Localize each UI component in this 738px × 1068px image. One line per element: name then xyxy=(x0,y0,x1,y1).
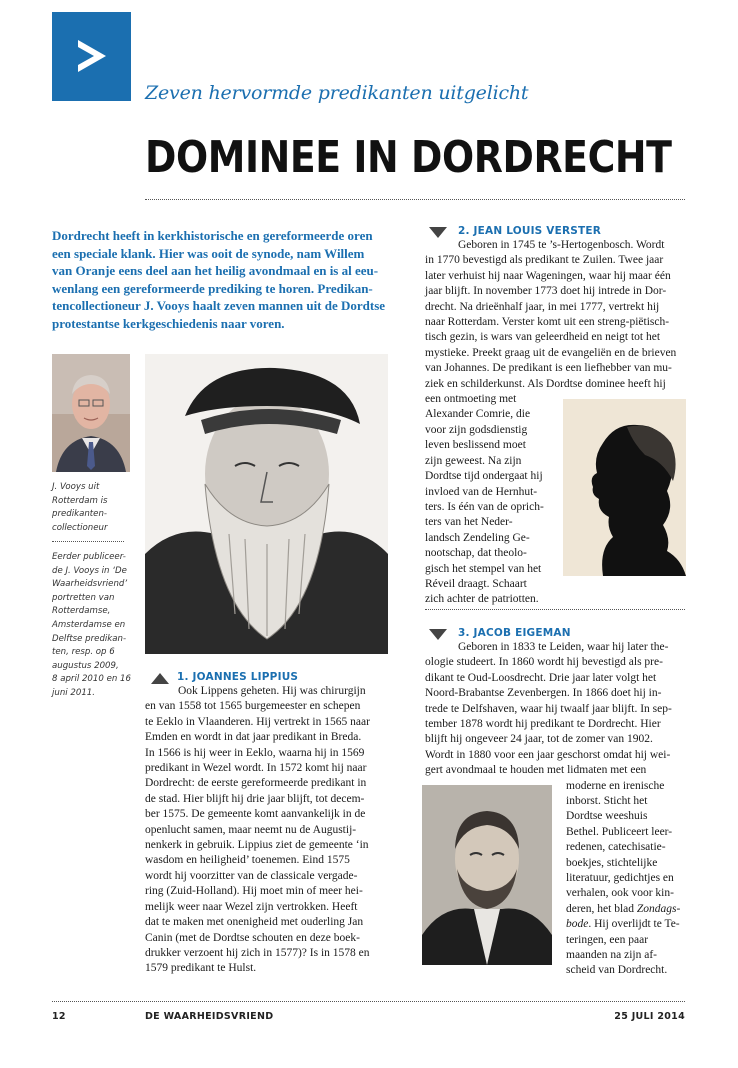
section-heading-lippius: 1. JOANNES LIPPIUS xyxy=(177,671,299,683)
body-line: maanden na zijn af- xyxy=(566,949,657,962)
caption-line: Rotterdam is xyxy=(52,495,108,506)
body-line: de stad. Hier blijft hij drie jaar blijft, tot decem- xyxy=(145,792,365,805)
body-line: drecht. Na drieënhalf jaar, in mei 1777, vertrekt hij xyxy=(425,300,660,313)
magazine-name: DE WAARHEIDSVRIEND xyxy=(145,1011,274,1022)
body-line: In 1566 is hij weer in Eeklo, waarna hij in 1569 xyxy=(145,746,365,759)
body-line: ters. Is één van de oprich- xyxy=(425,500,544,513)
body-line: wasdom en heiligheid’ toenemen. Eind 1575 xyxy=(145,854,350,867)
body-line: trede te Delfshaven, waar hij twaalf jaar blijft. In sep- xyxy=(425,702,672,715)
section-heading-eigeman: 3. JACOB EIGEMAN xyxy=(458,627,571,639)
body-line: ologie studeert. In 1860 wordt hij bevestigd als pre- xyxy=(425,656,663,669)
body-line: van Johannes. De predikant is een liefhebber van mu- xyxy=(425,362,672,375)
body-line: jaar blijft. In november 1773 doet hij intrede in Dor- xyxy=(425,285,667,298)
note-line: Eerder publiceer- xyxy=(52,552,126,562)
body-line: en van 1558 tot 1565 burgemeester en schepen xyxy=(145,700,361,713)
body-line: later verhuist hij naar Wageningen, waar hij maar één xyxy=(425,269,671,282)
section-body-lippius xyxy=(145,684,370,977)
lead-line: van Oranje eens deel aan het heilig avondmaal en is al eeu- xyxy=(52,263,379,279)
lippius-portrait xyxy=(145,354,388,654)
page-number: 12 xyxy=(52,1011,66,1022)
body-line: Canin (met de Dordtse schouten en deze boek- xyxy=(145,931,360,944)
body-line: ring (Zuid-Holland). Hij moet min of meer hei- xyxy=(145,885,363,898)
note-line: Rotterdamse, xyxy=(52,606,111,617)
body-line: Wordt in 1880 voor een jaar geschorst omdat hij wei- xyxy=(425,748,671,761)
body-text-span: deren, het blad xyxy=(566,902,637,915)
body-line: nootschap, dat theolo- xyxy=(425,547,527,560)
body-line: leven beslissend moet xyxy=(425,439,526,452)
body-line: melijk weer naar Wezel zijn vertrokken. Heeft xyxy=(145,900,358,913)
body-line: Geboren in 1833 te Leiden, waar hij later the- xyxy=(458,641,669,653)
section-divider xyxy=(425,609,685,610)
body-line: tember 1878 wordt hij predikant te Dordrecht. Hier xyxy=(425,718,661,731)
lead-line: Dordrecht heeft in kerkhistorische en gereformeerde oren xyxy=(52,228,373,243)
body-line xyxy=(566,902,680,917)
body-line: inborst. Sticht het xyxy=(566,795,648,807)
body-line: Bethel. Publiceert leer- xyxy=(566,825,673,838)
note-line: portretten van xyxy=(52,592,115,603)
lead-line: protestantse kerkgeschiedenis naar voren. xyxy=(52,315,285,331)
section-body-eigeman-narrow xyxy=(566,779,680,979)
body-line: redenen, catechisatie- xyxy=(566,841,666,854)
section-heading-verster: 2. JEAN LOUIS VERSTER xyxy=(458,225,602,237)
note-line: Delftse predikan- xyxy=(52,633,127,644)
body-line: Dordtse weeshuis xyxy=(566,810,648,823)
note-line: Amsterdamse en xyxy=(52,619,126,630)
body-line: ber 1575. De gemeente komt aanvankelijk in de xyxy=(145,808,366,821)
lead-paragraph xyxy=(52,227,397,333)
body-line: openlucht samen, maar neemt nu de Augustij- xyxy=(145,823,357,836)
triangle-down-icon xyxy=(429,629,447,640)
page-title: DOMINEE IN DORDRECHT xyxy=(145,132,672,183)
title-divider xyxy=(145,199,685,200)
body-line: Emden en wordt in dat jaar predikant in Breda. xyxy=(145,731,362,744)
body-line: invloed van de Hernhut- xyxy=(425,485,538,498)
caption-line: J. Vooys uit xyxy=(52,482,100,492)
body-line: naar Rotterdam. Verster komt uit een streng-piëtisch- xyxy=(425,316,670,329)
body-line: blijft hij ongeveer 24 jaar, tot de zomer van 1902. xyxy=(425,733,653,746)
body-line: zijn geweest. Na zijn xyxy=(425,454,522,467)
body-text-span: . Hij overlijdt te Te- xyxy=(588,918,680,931)
body-line: Alexander Comrie, die xyxy=(425,408,531,421)
body-line: wordt hij voorzitter van de classicale vergade- xyxy=(145,869,358,882)
note-line: augustus 2009, xyxy=(52,660,119,671)
kicker: Zeven hervormde predikanten uitgelicht xyxy=(145,82,529,104)
body-line: zich achter de patriotten. xyxy=(425,593,539,606)
lead-line: wenlang een gereformeerde prediking te horen. Predikan- xyxy=(52,280,373,296)
body-line: Dordrecht: de eerste gereformeerde predikant in xyxy=(145,777,367,790)
body-line: mystieke. Preekt graag uit de evangeliën en de brieven xyxy=(425,346,677,359)
caption-line: predikanten- xyxy=(52,509,108,520)
note-line: 8 april 2010 en 16 xyxy=(52,674,131,685)
body-line: gisch het stempel van het xyxy=(425,562,542,575)
chevron-right-icon xyxy=(72,36,112,76)
body-line: ziek en schilderkunst. Als Dordtse dominee heeft hij xyxy=(425,377,666,390)
triangle-up-icon xyxy=(151,673,169,684)
author-photo xyxy=(52,354,130,472)
footer-divider xyxy=(52,1001,685,1002)
body-line: Noord-Brabantse Zevenbergen. In 1866 doet hij in- xyxy=(425,687,662,700)
photo-caption xyxy=(52,481,132,535)
body-line: Ook Lippens geheten. Hij was chirurgijn xyxy=(178,685,366,697)
body-line: een ontmoeting met xyxy=(425,393,517,406)
eigeman-portrait xyxy=(422,785,552,965)
body-line xyxy=(566,917,680,932)
body-line: moderne en irenische xyxy=(566,779,665,792)
note-line: Waarheidsvriend’ xyxy=(52,579,128,590)
note-line: juni 2011. xyxy=(52,687,96,698)
body-line: voor zijn godsdienstig xyxy=(425,423,528,436)
body-line: dikant te Oud-Loosdrecht. Drie jaar later volgt het xyxy=(425,671,657,684)
magazine-title-italic: bode xyxy=(566,918,589,931)
note-line: ten, resp. op 6 xyxy=(52,647,115,658)
body-line: predikant in Wezel wordt. In 1572 komt hij naar xyxy=(145,762,367,775)
body-line: verhalen, ook voor kin- xyxy=(566,887,674,900)
body-line: nenkerk in gebruik. Lippius ziet de gemeente ‘in xyxy=(145,839,369,852)
body-line: Geboren in 1745 te ’s-Hertogenbosch. Wordt xyxy=(458,239,665,251)
body-line: boekjes, stichtelijke xyxy=(566,856,658,869)
body-line: drukker verzoent hij zich in 1577)? Is in 1578 en xyxy=(145,946,370,959)
verster-silhouette xyxy=(563,399,686,576)
caption-line: collectioneur xyxy=(52,522,108,533)
body-line: ters van het Neder- xyxy=(425,516,513,529)
body-line: scheid van Dordrecht. xyxy=(566,964,668,977)
section-marker xyxy=(52,12,131,101)
issue-date: 25 JULI 2014 xyxy=(614,1011,685,1022)
body-line: Dordtse tijd ondergaat hij xyxy=(425,470,543,483)
body-line: in 1770 bevestigd als predikant te Zuilen. Twee jaar xyxy=(425,254,664,267)
body-line: te Eeklo in Vlaanderen. Hij vertrekt in 1565 naar xyxy=(145,715,370,728)
body-line: landsch Zendeling Ge- xyxy=(425,531,530,544)
note-line: de J. Vooys in ‘De xyxy=(52,565,127,576)
body-line: Réveil draagt. Schaart xyxy=(425,577,527,590)
body-line: tisch gezin, is wars van geleerdheid en neigt tot het xyxy=(425,331,661,344)
sidebar-note xyxy=(52,551,132,701)
lead-line: tencollectioneur J. Vooys haalt zeven mannen uit de Dordtse xyxy=(52,298,386,314)
body-line: teringen, een paar xyxy=(566,933,649,946)
magazine-title-italic: Zondags- xyxy=(636,902,681,915)
body-line: 1579 predikant te Hulst. xyxy=(145,962,257,975)
section-body-eigeman xyxy=(425,640,672,779)
lead-line: een speciale klank. Hier was ooit de synode, nam Willem xyxy=(52,245,365,261)
sidebar-divider xyxy=(52,541,124,542)
body-line: dat te maken met onenigheid met ouderling Jan xyxy=(145,916,364,929)
body-line: literatuur, gedichtjes en xyxy=(566,872,674,885)
body-line: gert avondmaal te houden met lidmaten met een xyxy=(425,764,647,777)
triangle-down-icon xyxy=(429,227,447,238)
